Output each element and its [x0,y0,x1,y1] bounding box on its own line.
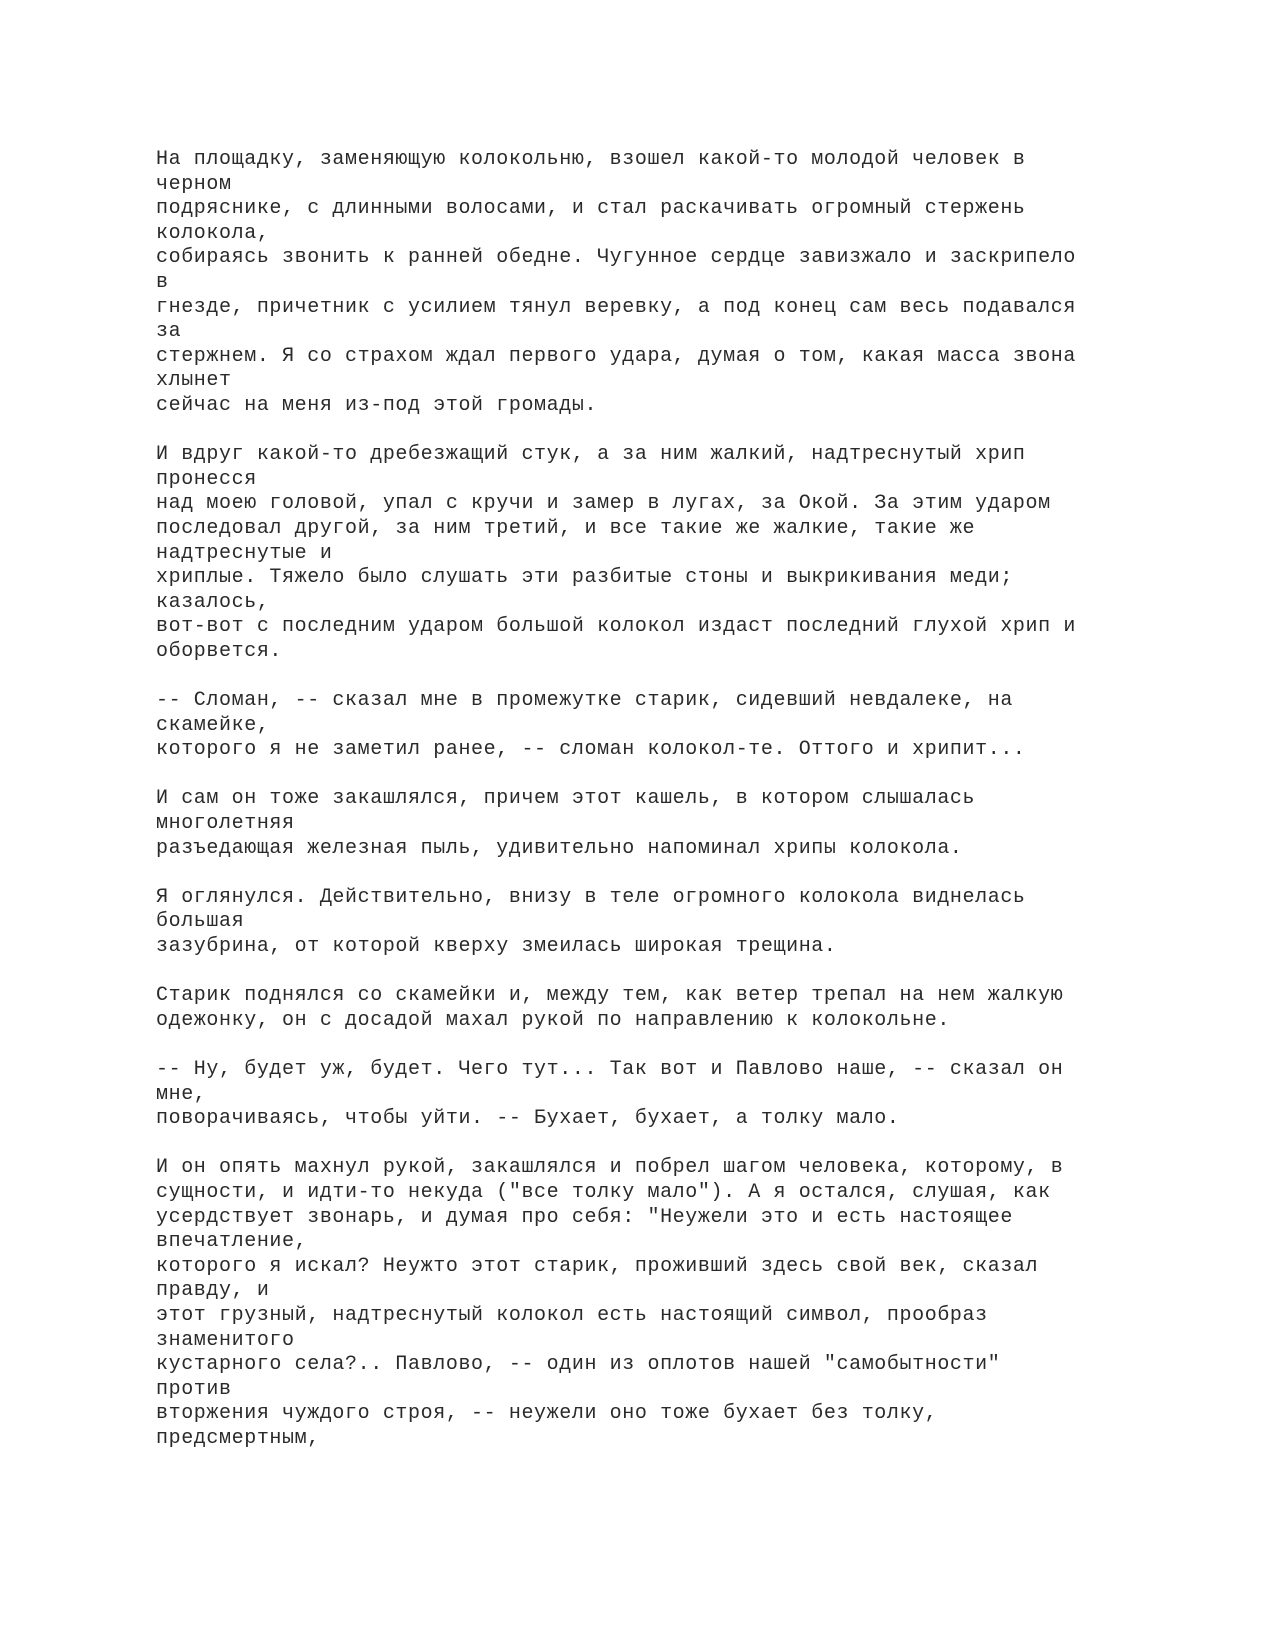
paragraph [156,689,1156,763]
text-line: хлынет [156,369,232,393]
text-line: И сам он тоже закашлялся, причем этот кашель, в котором слышалась [156,787,976,811]
text-line: многолетняя [156,812,295,836]
text-line: пронесся [156,467,257,491]
paragraph-gap [156,861,1156,886]
text-line: вторжения чуждого строя, -- неужели оно тоже бухает без толку, [156,1402,938,1426]
text-line: гнезде, причетник с усилием тянул веревку, а под конец сам весь подавался [156,295,1076,319]
text-line: Старик поднялся со скамейки и, между тем, как ветер трепал на нем жалкую [156,984,1064,1008]
text-line: сущности, и идти-то некуда ("все толку мало"). А я остался, слушая, как [156,1180,1051,1204]
text-line: разъедающая железная пыль, удивительно напоминал хрипы колокола. [156,836,963,860]
text-line: зазубрина, от которой кверху змеилась широкая трещина. [156,935,837,958]
text-line: стержнем. Я со страхом ждал первого удара, думая о том, какая масса звона [156,344,1076,368]
paragraph [156,984,1156,1033]
text-line: против [156,1377,232,1401]
text-line: колокола, [156,221,270,245]
text-line: вот-вот с последним ударом большой колокол издаст последний глухой хрип и [156,615,1076,639]
text-line: над моею головой, упал с кручи и замер в лугах, за Окой. За этим ударом [156,492,1051,516]
paragraph-gap [156,1033,1156,1058]
text-line: в [156,270,169,294]
text-line: за [156,320,182,344]
text-line: подряснике, с длинными волосами, и стал раскачивать огромный стержень [156,197,1026,221]
paragraph [156,886,1156,960]
text-line: поворачиваясь, чтобы уйти. -- Бухает, бухает, а толку мало. [156,1107,900,1131]
text-line: впечатление, [156,1230,308,1254]
text-line: кустарного села?.. Павлово, -- один из оплотов нашей "самобытности" [156,1353,1001,1377]
text-line: этот грузный, надтреснутый колокол есть настоящий символ, прообраз [156,1303,988,1327]
text-line: знаменитого [156,1328,295,1352]
text-line: одежонку, он с досадой махал рукой по направлению к колокольне. [156,1008,950,1032]
paragraph [156,148,1156,419]
text-line: На площадку, заменяющую колокольню, взошел какой-то молодой человек в [156,148,1026,171]
paragraph-gap [156,960,1156,985]
paragraph [156,1058,1156,1132]
paragraph-gap [156,763,1156,788]
document-body [156,148,1156,1451]
text-line: последовал другой, за ним третий, и все такие же жалкие, такие же [156,516,976,540]
text-line: -- Сломан, -- сказал мне в промежутке старик, сидевший невдалеке, на [156,689,1013,713]
text-line: И вдруг какой-то дребезжащий стук, а за ним жалкий, надтреснутый хрип [156,443,1026,467]
text-line: надтреснутые и [156,541,333,565]
text-line: оборвется. [156,639,283,663]
text-line: мне, [156,1082,207,1106]
text-line: которого я не заметил ранее, -- сломан колокол-те. Оттого и хрипит... [156,738,1026,762]
paragraph [156,787,1156,861]
text-line: И он опять махнул рукой, закашлялся и побрел шагом человека, которому, в [156,1156,1064,1180]
paragraph [156,1156,1156,1451]
text-line: Я оглянулся. Действительно, внизу в теле огромного колокола виднелась [156,885,1026,909]
text-line: которого я искал? Неужто этот старик, проживший здесь свой век, сказал [156,1254,1039,1278]
text-line: усердствует звонарь, и думая про себя: "Неужели это и есть настоящее [156,1205,1013,1229]
text-line: правду, и [156,1279,270,1303]
paragraph-gap [156,1132,1156,1157]
text-line: предсмертным, [156,1426,320,1450]
paragraph-gap [156,419,1156,444]
text-line: -- Ну, будет уж, будет. Чего тут... Так вот и Павлово наше, -- сказал он [156,1057,1064,1081]
text-line: большая [156,910,245,934]
text-line: черном [156,172,232,196]
text-line: скамейке, [156,713,270,737]
text-line: хриплые. Тяжело было слушать эти разбитые стоны и выкрикивания меди; [156,566,1013,590]
text-line: казалось, [156,590,270,614]
text-line: сейчас на меня из-под этой громады. [156,393,598,417]
paragraph [156,443,1156,664]
paragraph-gap [156,664,1156,689]
text-line: собираясь звонить к ранней обедне. Чугунное сердце завизжало и заскрипело [156,246,1076,270]
